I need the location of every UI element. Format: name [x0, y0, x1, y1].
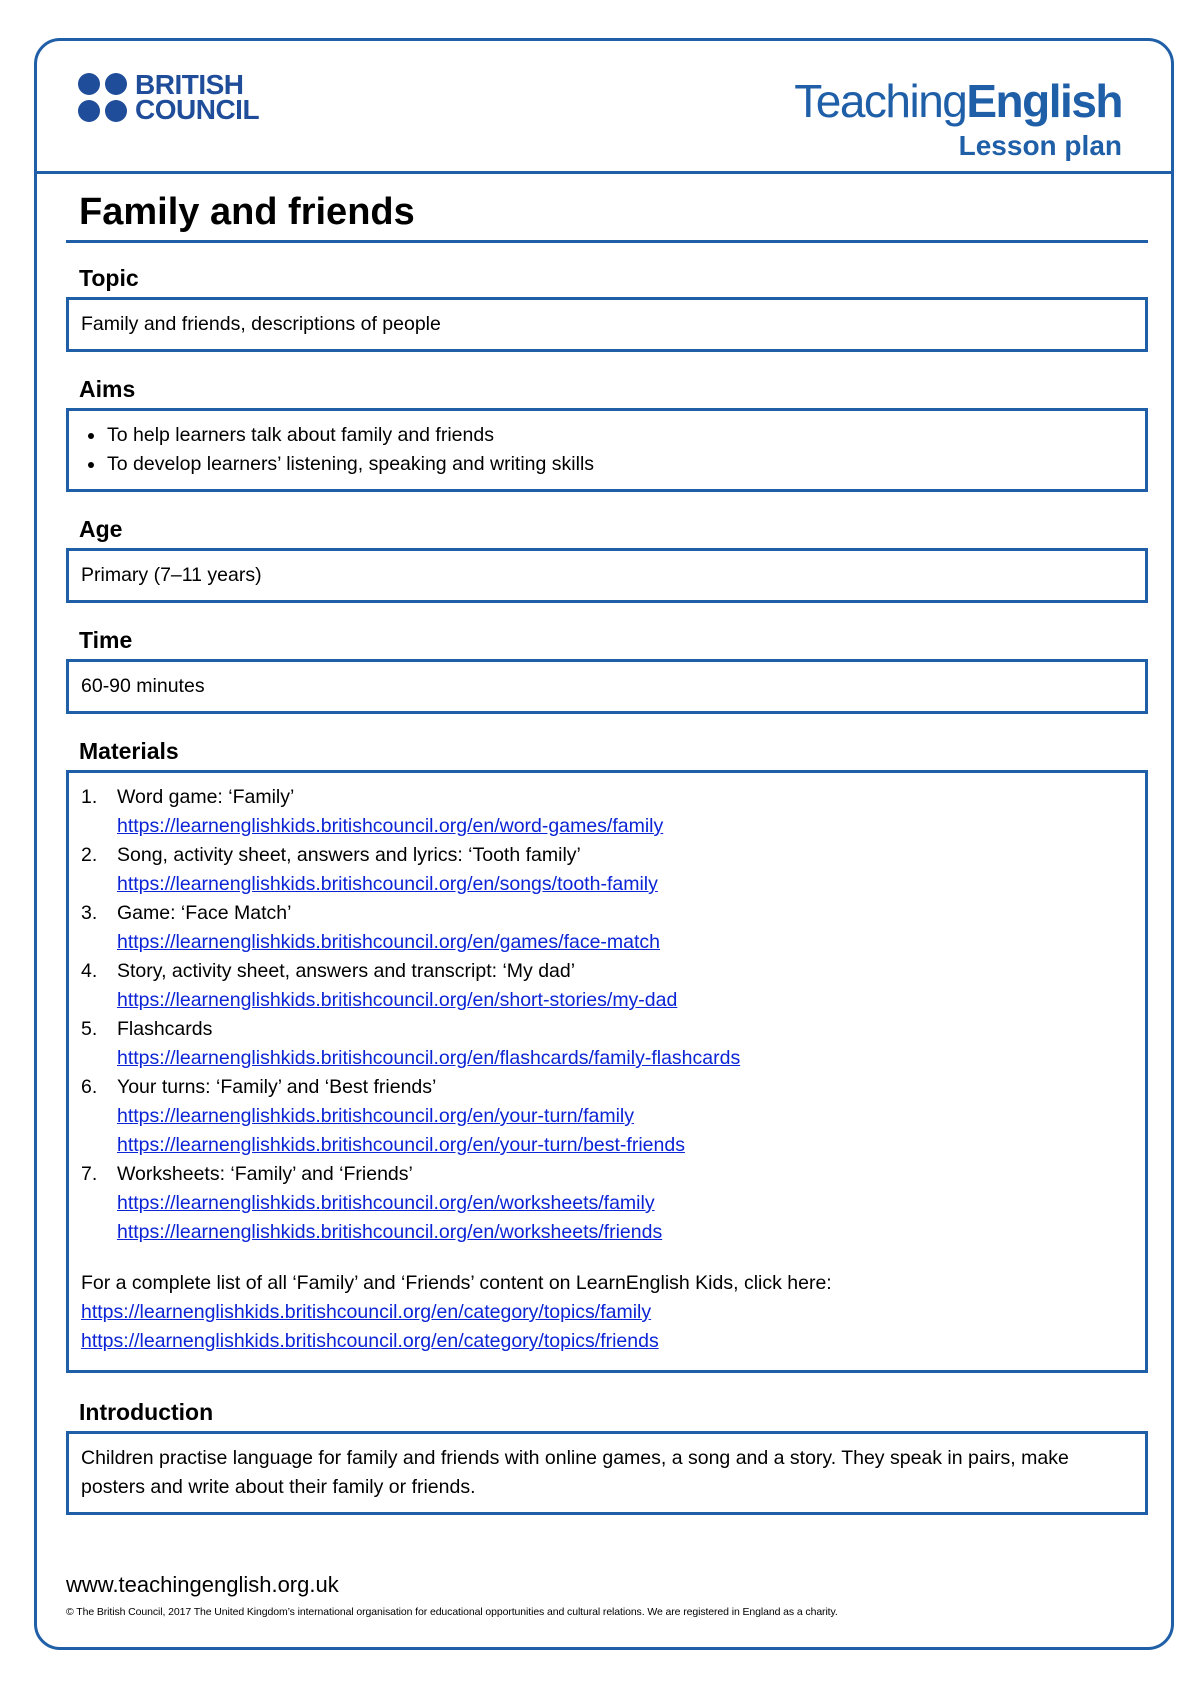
materials-item-label: Flashcards	[117, 1018, 213, 1040]
introduction-box	[66, 1431, 1148, 1515]
complete-list-text: For a complete list of all ‘Family’ and ‘Friends’ content on LearnEnglish Kids, click here:	[81, 1272, 832, 1294]
materials-item-label: Song, activity sheet, answers and lyrics: ‘Tooth family’	[117, 844, 581, 866]
materials-item-number: 5.	[81, 1018, 98, 1040]
bc-logo-line1: BRITISH	[135, 69, 244, 100]
materials-item	[81, 957, 1133, 1015]
lesson-plan-label: Lesson plan	[958, 130, 1122, 161]
te-brand-bold: English	[966, 75, 1122, 127]
aims-item: To develop learners’ listening, speaking and writing skills	[81, 450, 1133, 479]
materials-item-label: Word game: ‘Family’	[117, 786, 295, 808]
topic-box	[66, 297, 1148, 352]
time-box	[66, 659, 1148, 714]
materials-link[interactable]: https://learnenglishkids.britishcouncil.org/en/worksheets/family	[117, 1192, 655, 1214]
materials-item-label: Your turns: ‘Family’ and ‘Best friends’	[117, 1076, 437, 1098]
aims-item: To help learners talk about family and friends	[81, 421, 1133, 450]
materials-link[interactable]: https://learnenglishkids.britishcouncil.org/en/short-stories/my-dad	[117, 989, 678, 1011]
british-council-logo	[78, 69, 260, 125]
materials-item-number: 1.	[81, 786, 98, 808]
complete-list-link-friends[interactable]: https://learnenglishkids.britishcouncil.org/en/category/topics/friends	[81, 1330, 659, 1352]
footer-copyright: © The British Council, 2017 The United Kingdom’s international organisation for educational opportunities and cultural relations. We are registered in England as a charity.	[66, 1606, 838, 1618]
british-council-dots-icon	[78, 73, 127, 122]
materials-item	[81, 1015, 1133, 1073]
time-text: 60-90 minutes	[81, 675, 205, 697]
materials-item	[81, 1073, 1133, 1160]
materials-link[interactable]: https://learnenglishkids.britishcouncil.org/en/worksheets/friends	[117, 1221, 663, 1243]
aims-heading: Aims	[79, 376, 136, 402]
materials-item-number: 4.	[81, 960, 98, 982]
age-box	[66, 548, 1148, 603]
materials-item	[81, 1160, 1133, 1247]
aims-box	[66, 408, 1148, 492]
materials-list	[81, 783, 1133, 1247]
materials-link[interactable]: https://learnenglishkids.britishcouncil.org/en/flashcards/family-flashcards	[117, 1047, 741, 1069]
te-brand-light: Teaching	[794, 75, 967, 127]
materials-item-number: 2.	[81, 844, 98, 866]
bc-logo-line2: COUNCIL	[135, 94, 260, 125]
materials-link[interactable]: https://learnenglishkids.britishcouncil.org/en/your-turn/family	[117, 1105, 634, 1127]
complete-list-link-family[interactable]: https://learnenglishkids.britishcouncil.org/en/category/topics/family	[81, 1301, 652, 1323]
materials-item-label: Game: ‘Face Match’	[117, 902, 292, 924]
materials-item-number: 3.	[81, 902, 98, 924]
materials-item-number: 7.	[81, 1163, 98, 1185]
topic-heading: Topic	[79, 265, 139, 291]
footer-url[interactable]: www.teachingenglish.org.uk	[66, 1572, 339, 1597]
materials-link[interactable]: https://learnenglishkids.britishcouncil.org/en/word-games/family	[117, 815, 664, 837]
materials-box	[66, 770, 1148, 1373]
time-heading: Time	[79, 627, 133, 653]
materials-link[interactable]: https://learnenglishkids.britishcouncil.org/en/games/face-match	[117, 931, 661, 953]
main-content	[66, 190, 1148, 1515]
materials-item-label: Worksheets: ‘Family’ and ‘Friends’	[117, 1163, 413, 1185]
materials-item-label: Story, activity sheet, answers and transcript: ‘My dad’	[117, 960, 576, 982]
page-title: Family and friends	[66, 190, 1148, 243]
age-heading: Age	[79, 516, 123, 542]
materials-item	[81, 841, 1133, 899]
age-text: Primary (7–11 years)	[81, 564, 262, 586]
introduction-heading: Introduction	[79, 1399, 214, 1425]
materials-link[interactable]: https://learnenglishkids.britishcouncil.org/en/songs/tooth-family	[117, 873, 658, 895]
materials-item	[81, 783, 1133, 841]
page-header	[34, 38, 1174, 174]
introduction-text: Children practise language for family and friends with online games, a song and a story. They speak in pairs, make posters and write about their family or friends.	[81, 1447, 1069, 1498]
topic-text: Family and friends, descriptions of people	[81, 313, 441, 335]
aims-list	[81, 421, 1133, 479]
teaching-english-logo	[794, 76, 1122, 162]
materials-item-number: 6.	[81, 1076, 98, 1098]
materials-item	[81, 899, 1133, 957]
materials-heading: Materials	[79, 738, 179, 764]
materials-link[interactable]: https://learnenglishkids.britishcouncil.org/en/your-turn/best-friends	[117, 1134, 685, 1156]
